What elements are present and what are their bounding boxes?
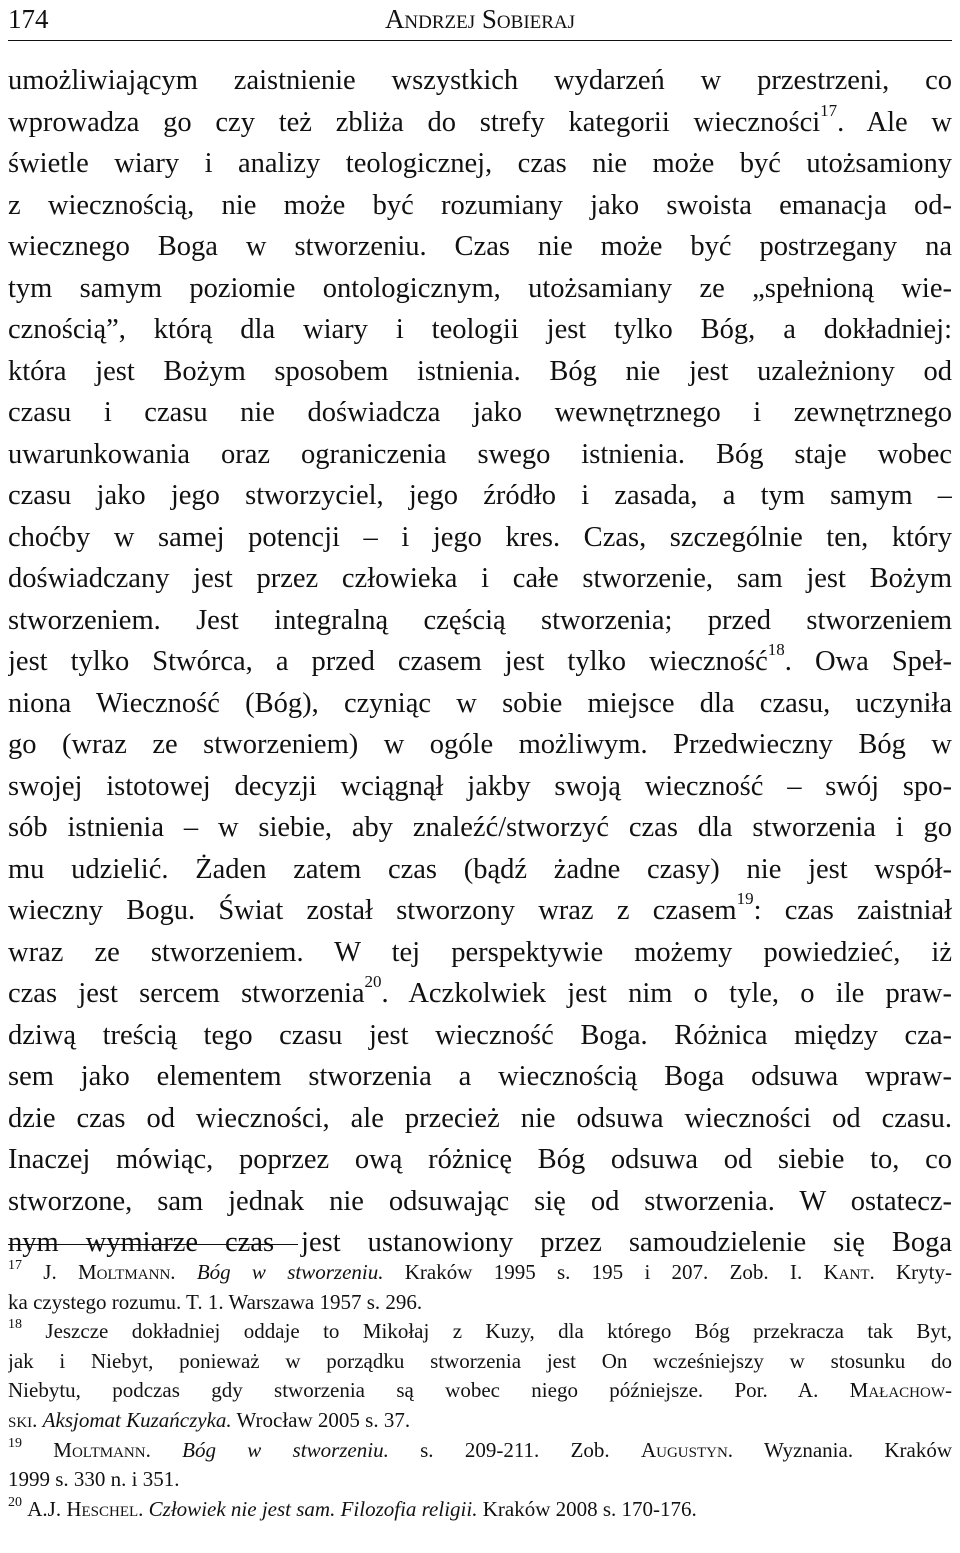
text-line: umożliwiającym zaistnienie wszystkich wydarzeń w przestrzeni, co (8, 65, 952, 96)
page-number: 174 (8, 4, 49, 34)
text-line: czas jest sercem stworzenia20. Aczkolwiek jest nim o tyle, o ile praw- (8, 973, 952, 1009)
footnote-20: 20 A.J. Heschel. Człowiek nie jest sam. Filozofia religii. Kraków 2008 s. 170-176. (8, 1494, 697, 1521)
footnote-number: 18 (8, 1317, 22, 1333)
text-line: choćby w samej potencji – i jego kres. Czas, szczególnie ten, który (8, 521, 952, 553)
footnote-ref-18: 18 (767, 641, 785, 659)
footnote-author: Małachow- (849, 1378, 952, 1403)
text-line: wieczny Bogu. Świat został stworzony wraz z czasem19: czas zaistniał (8, 890, 952, 926)
text-line: dziwą treścią tego czasu jest wieczność Boga. Różnica między cza- (8, 1019, 952, 1051)
footnote-author: ski. (8, 1407, 38, 1432)
text-line: uwarunkowania oraz ograniczenia swego istnienia. Bóg staje wobec (8, 438, 952, 470)
footnote-title: Bóg w stworzeniu. (182, 1437, 389, 1462)
footnote-17-cont: ka czystego rozumu. T. 1. Warszawa 1957 s. 296. (8, 1289, 423, 1314)
text-line: nym wymiarze czas jest ustanowiony przez samoudzielenie się Boga (8, 1227, 952, 1258)
footnote-19-cont: 1999 s. 330 n. i 351. (8, 1467, 180, 1492)
footnote-18-cont: Niebytu, podczas gdy stworzenia są wobec niego późniejsze. Por. A. Małachow- (8, 1378, 952, 1403)
footnotes (8, 1258, 952, 1524)
footnote-18: 18 Jeszcze dokładniej oddaje to Mikołaj z Kuzy, dla którego Bóg przekracza tak Byt, (8, 1317, 952, 1344)
text-line: cznością”, którą dla wiary i teologii jest tylko Bóg, a dokładniej: (8, 314, 952, 345)
text-line: sób istnienia – w siebie, aby znaleźć/stworzyć czas dla stworzenia i go (8, 812, 952, 843)
text-line: stworzeniem. Jest integralną częścią stworzenia; przed stworzeniem (8, 604, 952, 636)
text-line: mu udzielić. Żaden zatem czas (bądź żadne czasy) nie jest współ- (8, 853, 952, 885)
footnote-17: 17 J. Moltmann. Bóg w stworzeniu. Kraków 1995 s. 195 i 207. Zob. I. Kant. Kryty- (8, 1258, 952, 1284)
footnote-separator (8, 1244, 298, 1245)
footnote-18-cont: ski. Aksjomat Kuzańczyka. Wrocław 2005 s. 37. (8, 1407, 411, 1432)
text-line: czasu jako jego stworzyciel, jego źródło i zasada, a tym samym – (8, 480, 952, 511)
footnote-ref-20: 20 (364, 973, 382, 991)
text-line: swojej istotowej decyzji wciągnął jakby swoją wieczność – swój spo- (8, 770, 952, 802)
footnote-author: A.J. Heschel. (27, 1496, 144, 1521)
footnote-18-cont: jak i Niebyt, ponieważ w porządku stworzenia jest On wcześniejszy w stosunku do (8, 1348, 952, 1373)
text-line: wprowadza go czy też zbliża do strefy kategorii wieczności17. Ale w (8, 101, 952, 138)
text-line: Inaczej mówiąc, poprzez ową różnicę Bóg odsuwa od siebie to, co (8, 1144, 952, 1175)
text-line: świetle wiary i analizy teologicznej, czas nie może być utożsamiony (8, 148, 952, 179)
running-header (8, 0, 952, 41)
footnote-title: Człowiek nie jest sam. Filozofia religii. (148, 1496, 478, 1521)
running-head-author: Andrzej Sobieraj (384, 4, 576, 34)
footnote-ref-17: 17 (820, 101, 838, 120)
text-line: sem jako elementem stworzenia a wiecznością Boga odsuwa wpraw- (8, 1061, 952, 1092)
footnote-number: 20 (8, 1494, 22, 1510)
main-text (8, 60, 952, 1264)
text-line: jest tylko Stwórca, a przed czasem jest tylko wieczność18. Owa Speł- (8, 641, 952, 677)
footnote-author: Moltmann. (53, 1437, 151, 1462)
footnote-author: Kant. (823, 1260, 875, 1284)
text-line: stworzone, sam jednak nie odsuwając się od stworzenia. W ostatecz- (8, 1185, 952, 1217)
text-line: która jest Bożym sposobem istnienia. Bóg nie jest uzależniony od (8, 355, 952, 387)
footnote-title: Bóg w stworzeniu. (196, 1260, 384, 1284)
footnote-19: 19 Moltmann. Bóg w stworzeniu. s. 209-211. Zob. Augustyn. Wyznania. Kraków (8, 1435, 952, 1462)
text-line: wraz ze stworzeniem. W tej perspektywie możemy powiedzieć, iż (8, 936, 952, 968)
footnote-author: J. Moltmann. (43, 1260, 176, 1284)
text-line: z wiecznością, nie może być rozumiany jako swoista emanacja od- (8, 189, 952, 221)
text-line: dzie czas od wieczności, ale przecież nie odsuwa wieczności od czasu. (8, 1102, 952, 1134)
text-line: go (wraz ze stworzeniem) w ogóle możliwym. Przedwieczny Bóg w (8, 729, 952, 760)
text-line: czasu i czasu nie doświadcza jako wewnętrznego i zewnętrznego (8, 397, 952, 428)
text-line: doświadczany jest przez człowieka i całe stworzenie, sam jest Bożym (8, 563, 952, 594)
text-line: tym samym poziomie ontologicznym, utożsamiany ze „spełnioną wie- (8, 272, 952, 304)
footnote-number: 19 (8, 1435, 22, 1451)
footnote-ref-19: 19 (736, 890, 754, 908)
footnote-number: 17 (8, 1258, 22, 1273)
text-line: wiecznego Boga w stworzeniu. Czas nie może być postrzegany na (8, 231, 952, 262)
text-line: niona Wieczność (Bóg), czyniąc w sobie miejsce dla czasu, uczyniła (8, 687, 952, 719)
footnote-title: Aksjomat Kuzańczyka. (42, 1407, 232, 1432)
footnote-author: Augustyn. (640, 1437, 734, 1462)
